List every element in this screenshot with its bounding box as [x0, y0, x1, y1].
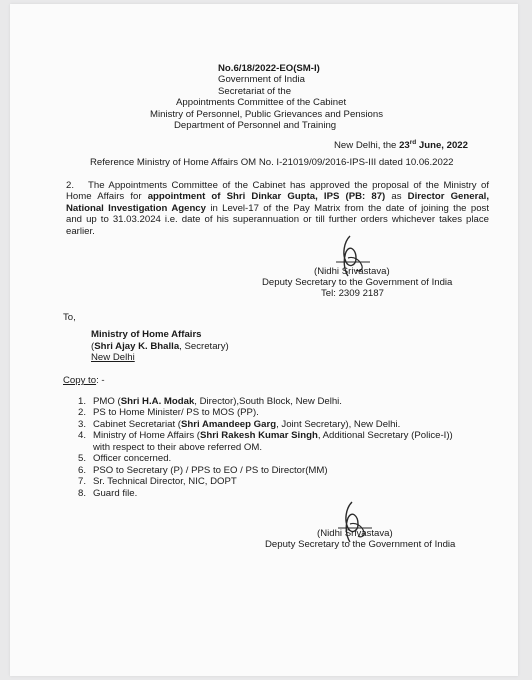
paragraph-line-5: earlier.: [66, 226, 95, 237]
signatory-name-2: (Nidhi Srivastava): [317, 528, 393, 539]
header-line-4: Ministry of Personnel, Public Grievances and Pensions: [150, 109, 384, 120]
copy-item-number: 1.: [78, 396, 87, 407]
header-line-5: Department of Personnel and Training: [174, 120, 337, 131]
copy-item-text: with respect to their above referred OM.: [93, 442, 263, 453]
copy-item-text: Guard file.: [93, 488, 138, 499]
header-line-1: Government of India: [218, 74, 305, 85]
copy-item-text: PMO (Shri H.A. Modak, Director),South Block, New Delhi.: [93, 396, 342, 407]
copy-item-text: Ministry of Home Affairs (Shri Rakesh Kumar Singh, Additional Secretary (Police-I)): [93, 430, 453, 441]
copy-item-number: 2.: [78, 407, 87, 418]
copy-item-text: PSO to Secretary (P) / PPS to EO / PS to Director(MM): [93, 465, 328, 476]
header-line-2: Secretariat of the: [218, 86, 292, 97]
addressee-ministry: Ministry of Home Affairs: [91, 329, 202, 340]
header-line-3: Appointments Committee of the Cabinet: [176, 97, 347, 108]
paragraph-line-2: Home Affairs for appointment of Shri Dinkar Gupta, IPS (PB: 87) as Director General,: [66, 191, 489, 202]
copy-item-number: 7.: [78, 476, 87, 487]
reference-line: Reference Ministry of Home Affairs OM No. I-21019/09/2016-IPS-III dated 10.06.2022: [90, 157, 454, 168]
signatory-name-1: (Nidhi Srivastava): [314, 266, 390, 277]
paragraph-number: 2.: [66, 180, 75, 191]
copy-to-label: Copy to: -: [63, 375, 105, 386]
paragraph-line-1: The Appointments Committee of the Cabinet has approved the proposal of the Ministry of: [88, 180, 489, 191]
paragraph-line-3: National Investigation Agency in Level-17 of the Pay Matrix from the date of joining the post: [66, 203, 489, 214]
signatory-designation-2: Deputy Secretary to the Government of India: [265, 539, 456, 550]
issue-date: New Delhi, the 23rd June, 2022: [334, 139, 468, 152]
copy-item-number: 8.: [78, 488, 87, 499]
copy-item-number: 3.: [78, 419, 87, 430]
copy-item-number: 6.: [78, 465, 87, 476]
signatory-designation-1: Deputy Secretary to the Government of India: [262, 277, 453, 288]
copy-item-text: Officer concerned.: [93, 453, 172, 464]
copy-item-number: 5.: [78, 453, 87, 464]
file-number: No.6/18/2022-EO(SM-I): [218, 63, 320, 74]
paragraph-line-4: and up to 31.03.2024 i.e. date of his superannuation or till further orders whichever takes place: [66, 214, 489, 225]
copy-item-text: PS to Home Minister/ PS to MOS (PP).: [93, 407, 259, 418]
copy-item-text: Sr. Technical Director, NIC, DOPT: [93, 476, 237, 487]
addressee-person: (Shri Ajay K. Bhalla, Secretary): [91, 341, 229, 352]
signatory-telephone: Tel: 2309 2187: [321, 288, 384, 299]
copy-item-number: 4.: [78, 430, 87, 441]
addressee-city: New Delhi: [91, 352, 135, 363]
copy-item-text: Cabinet Secretariat (Shri Amandeep Garg, Joint Secretary), New Delhi.: [93, 419, 401, 430]
to-label: To,: [63, 312, 76, 323]
